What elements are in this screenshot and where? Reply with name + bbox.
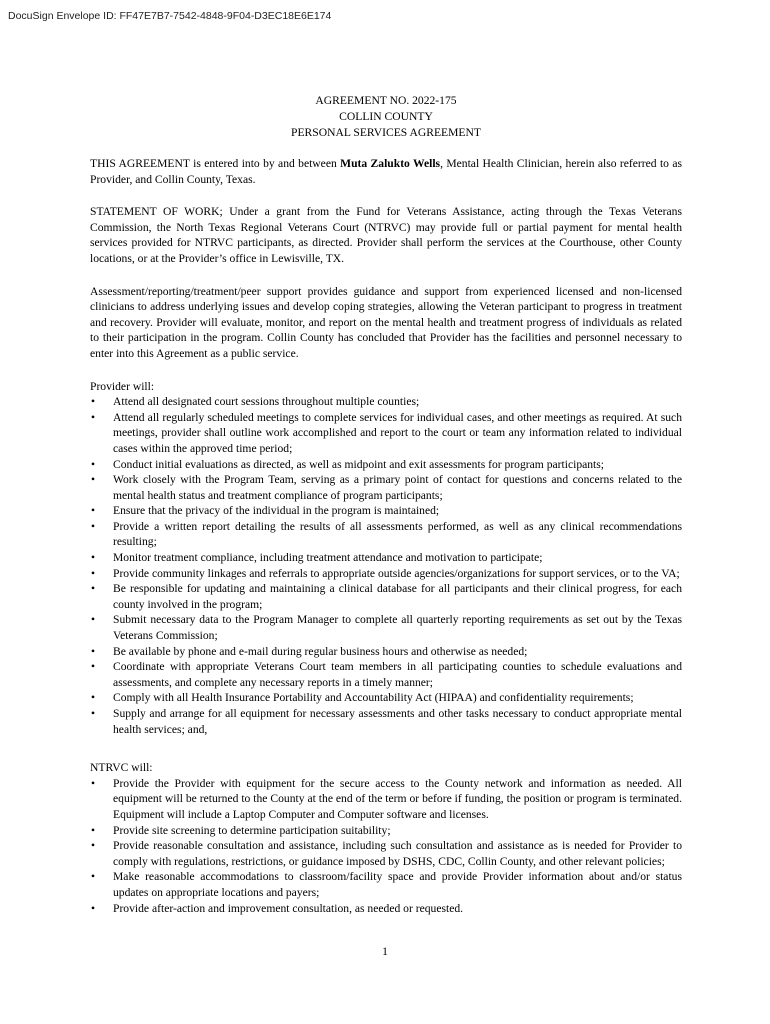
assessment-paragraph: Assessment/reporting/treatment/peer support provides guidance and support from experienced licensed and non-licensed clinicians to address underlying issues and develop coping strategies, allowing the Veteran participant to progress in treatment and recovery. Provider will evaluate, monitor, and report on the mental health and treatment progress of individuals as related to their participation in the program. Collin County has concluded that Provider has the facilities and personnel necessary to enter into this Agreement as a public service. xyxy=(90,284,682,360)
list-item: • Comply with all Health Insurance Portability and Accountability Act (HIPAA) and confidentiality requirements; xyxy=(90,690,682,706)
agreement-number: AGREEMENT NO. 2022-175 xyxy=(315,94,457,107)
list-item: • Attend all regularly scheduled meetings to complete services for individual cases, and other meetings as required. At such meetings, provider shall outline work accomplished and report to the court or team any information related to individual cases within the approved time period; xyxy=(90,410,682,457)
list-item: • Supply and arrange for all equipment for necessary assessments and other tasks necessary to conduct appropriate mental health services; and, xyxy=(90,706,682,737)
document-page xyxy=(90,93,682,916)
list-item: • Be responsible for updating and maintaining a clinical database for all participants and their clinical progress, for each county involved in the program; xyxy=(90,581,682,612)
list-item: • Be available by phone and e-mail during regular business hours and otherwise as needed; xyxy=(90,644,682,660)
list-item: • Provide the Provider with equipment for the secure access to the County network and information as needed. All equipment will be returned to the County at the end of the term or before if funding, the position or program is terminated. Equipment will include a Laptop Computer and Computer software and licenses. xyxy=(90,776,682,823)
provider-duties-list xyxy=(90,394,682,737)
ntrvc-duties-list xyxy=(90,776,682,916)
list-item: • Monitor treatment compliance, including treatment attendance and motivation to participate; xyxy=(90,550,682,566)
agreement-type: PERSONAL SERVICES AGREEMENT xyxy=(291,126,481,139)
list-item: • Ensure that the privacy of the individual in the program is maintained; xyxy=(90,503,682,519)
list-item: • Coordinate with appropriate Veterans Court team members in all participating counties to schedule evaluations and assessments, and complete any necessary reports in a timely manner; xyxy=(90,659,682,690)
list-item: • Provide reasonable consultation and assistance, including such consultation and assistance as is needed for Provider to comply with regulations, restrictions, or guidance imposed by DSHS, CDC, Collin County, and other relevant policies; xyxy=(90,838,682,869)
intro-paragraph xyxy=(90,156,682,187)
list-item: • Make reasonable accommodations to classroom/facility space and provide Provider information about and/or status updates on appropriate locations and payers; xyxy=(90,869,682,900)
list-item: • Attend all designated court sessions throughout multiple counties; xyxy=(90,394,682,410)
intro-after: , Mental Health Clinician, herein also referred to as Provider, and Collin County, Texas. xyxy=(90,157,682,186)
list-item: • Work closely with the Program Team, serving as a primary point of contact for questions and concerns related to the mental health status and treatment compliance of program participants; xyxy=(90,472,682,503)
list-item: • Provide community linkages and referrals to appropriate outside agencies/organizations for support services, or to the VA; xyxy=(90,566,682,582)
statement-of-work-paragraph: STATEMENT OF WORK; Under a grant from the Fund for Veterans Assistance, acting through the Texas Veterans Commission, the North Texas Regional Veterans Court (NTRVC) may provide full or partial payment for mental health services provided for NTRVC participants, as directed. Provider shall perform the services at the Courthouse, other County locations, or at the Provider’s office in Lewisville, TX. xyxy=(90,205,682,265)
intro-before: THIS AGREEMENT is entered into by and between xyxy=(90,157,341,170)
page-number: 1 xyxy=(382,945,388,958)
provider-name: Muta Zalukto Wells xyxy=(340,157,441,170)
ntrvc-section-heading: NTRVC will: xyxy=(90,761,153,775)
list-item: • Conduct initial evaluations as directed, as well as midpoint and exit assessments for program participants; xyxy=(90,457,682,473)
county-name: COLLIN COUNTY xyxy=(339,110,433,123)
list-item: • Submit necessary data to the Program Manager to complete all quarterly reporting requirements as set out by the Texas Veterans Commission; xyxy=(90,612,682,643)
list-item: • Provide site screening to determine participation suitability; xyxy=(90,823,682,839)
docusign-envelope-id: DocuSign Envelope ID: FF47E7B7-7542-4848-9F04-D3EC18E6E174 xyxy=(8,10,332,22)
list-item: • Provide after-action and improvement consultation, as needed or requested. xyxy=(90,901,682,917)
list-item: • Provide a written report detailing the results of all assessments performed, as well as any clinical recommendations resulting; xyxy=(90,519,682,550)
document-title xyxy=(90,93,682,141)
provider-section-heading: Provider will: xyxy=(90,379,155,393)
